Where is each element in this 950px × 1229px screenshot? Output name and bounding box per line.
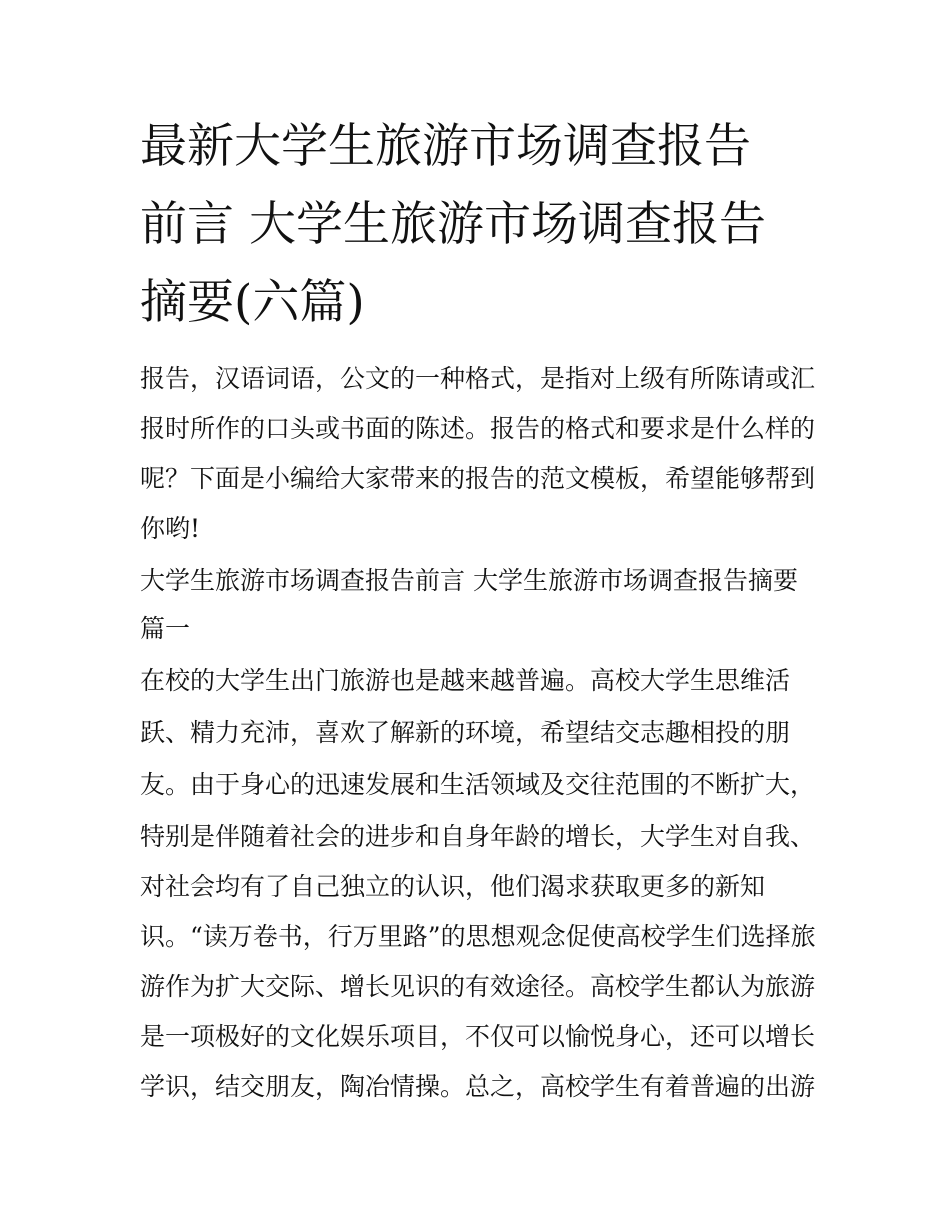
paragraph-line-9: 学识，结交朋友，陶冶情操。总之，高校学生有着普遍的出游: [140, 1072, 816, 1101]
document-title-line-1: 最新大学生旅游市场调查报告: [140, 119, 751, 174]
intro-line-1: 报告，汉语词语，公文的一种格式，是指对上级有所陈请或汇: [140, 364, 816, 393]
paragraph-line-2: 跃、精力充沛，喜欢了解新的环境，希望结交志趣相投的朋: [140, 718, 791, 747]
paragraph-line-8: 是一项极好的文化娱乐项目，不仅可以愉悦身心，还可以增长: [140, 1022, 816, 1051]
paragraph-line-4: 特别是伴随着社会的进步和自身年龄的增长，大学生对自我、: [140, 822, 816, 851]
document-title-line-2: 前言 大学生旅游市场调查报告: [140, 197, 766, 252]
paragraph-line-1: 在校的大学生出门旅游也是越来越普遍。高校大学生思维活: [140, 666, 791, 695]
paragraph-line-7: 游作为扩大交际、增长见识的有效途径。高校学生都认为旅游: [140, 972, 816, 1001]
paragraph-line-5: 对社会均有了自己独立的认识，他们渴求获取更多的新知: [140, 872, 766, 901]
intro-line-4: 你哟!: [140, 514, 201, 543]
section-heading-line-1: 大学生旅游市场调查报告前言 大学生旅游市场调查报告摘要: [140, 566, 798, 595]
intro-line-2: 报时所作的口头或书面的陈述。报告的格式和要求是什么样的: [140, 414, 816, 443]
paragraph-line-3: 友。由于身心的迅速发展和生活领域及交往范围的不断扩大，: [140, 770, 816, 799]
document-title-line-3: 摘要(六篇): [140, 275, 365, 330]
intro-line-3: 呢？下面是小编给大家带来的报告的范文模板，希望能够帮到: [140, 464, 816, 493]
section-heading-line-2: 篇一: [140, 614, 191, 643]
paragraph-line-6: 识。“读万卷书，行万里路”的思想观念促使高校学生们选择旅: [140, 922, 816, 951]
